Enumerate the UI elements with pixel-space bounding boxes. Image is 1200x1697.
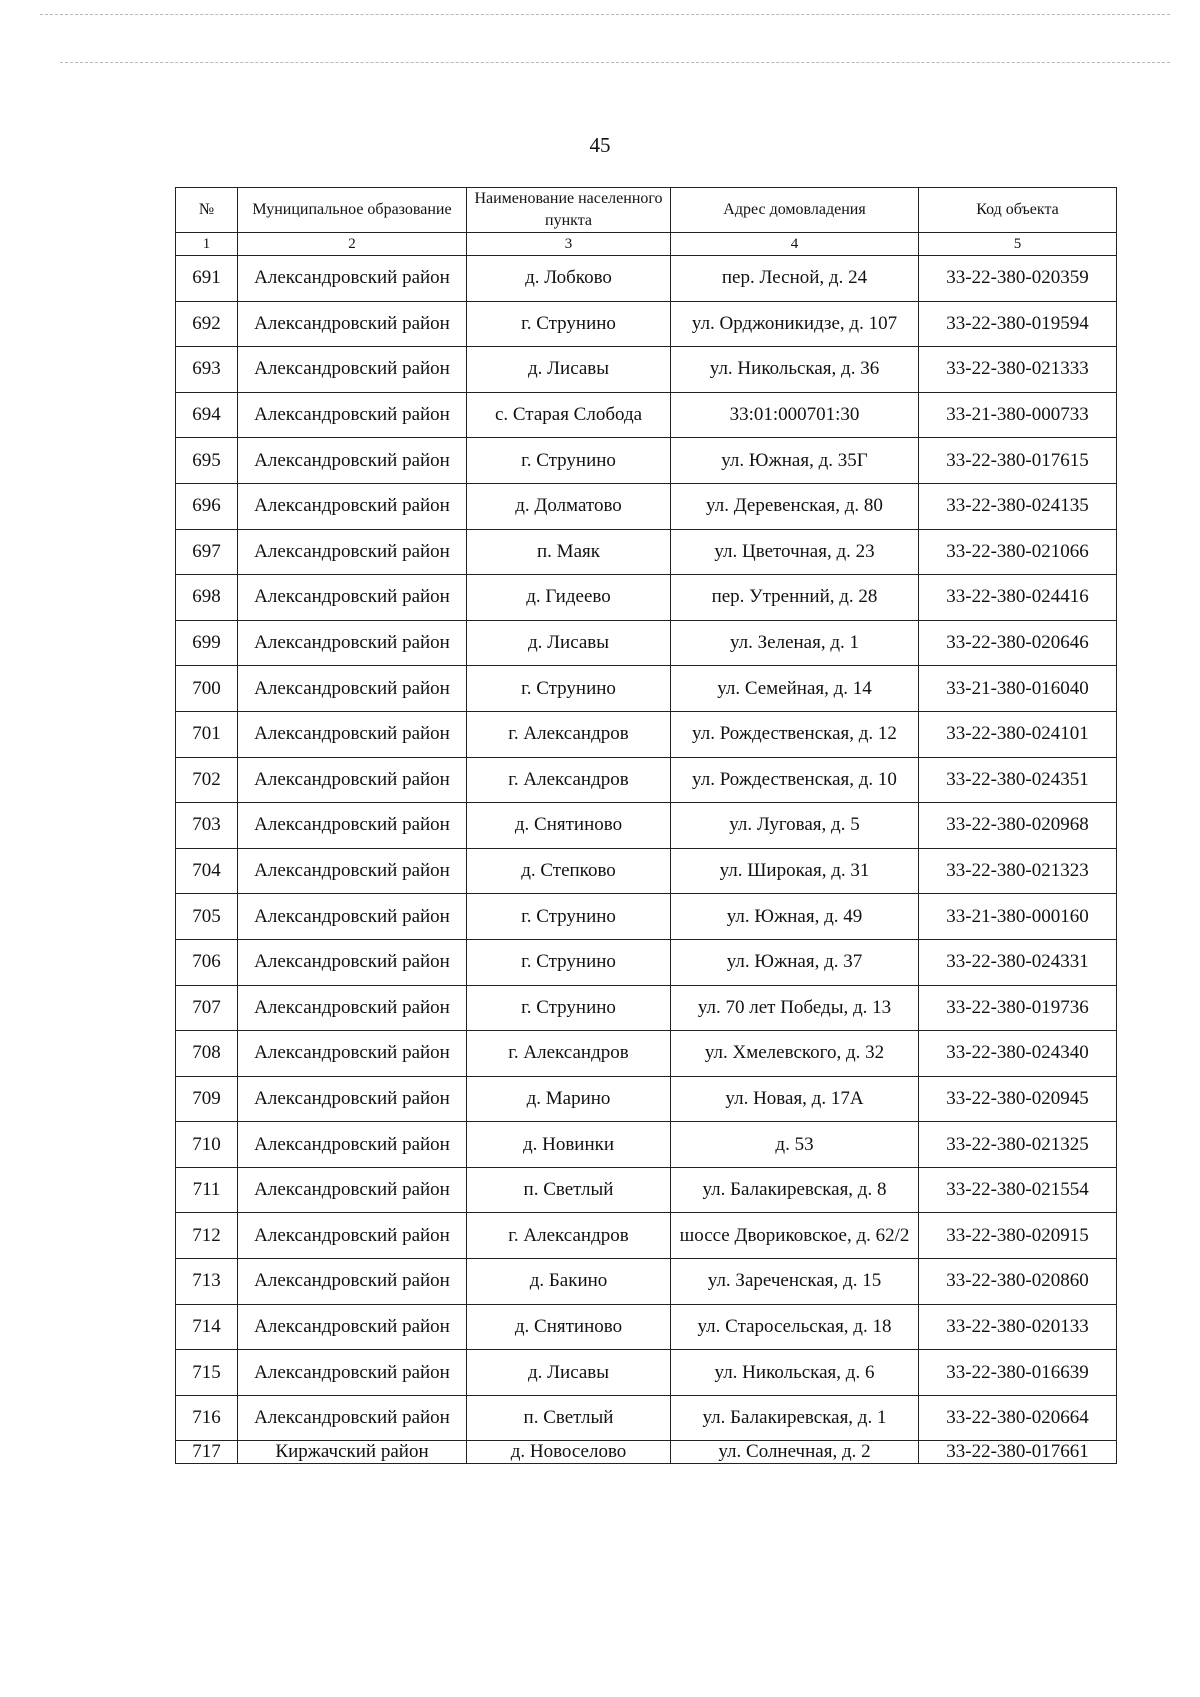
cell-municipality: Александровский район <box>238 438 467 484</box>
cell-address: пер. Лесной, д. 24 <box>671 256 919 302</box>
table-row <box>176 666 1117 712</box>
table-row <box>176 256 1117 302</box>
cell-settlement: п. Светлый <box>467 1395 671 1441</box>
cell-municipality: Киржачский район <box>238 1441 467 1464</box>
cell-object-code: 33-22-380-016639 <box>919 1350 1117 1396</box>
cell-number: 704 <box>176 848 238 894</box>
cell-address: ул. Семейная, д. 14 <box>671 666 919 712</box>
cell-object-code: 33-22-380-019594 <box>919 301 1117 347</box>
column-number: 3 <box>467 233 671 256</box>
cell-settlement: д. Гидеево <box>467 575 671 621</box>
table-row <box>176 301 1117 347</box>
cell-number: 706 <box>176 939 238 985</box>
cell-settlement: д. Снятиново <box>467 1304 671 1350</box>
cell-address: ул. Никольская, д. 36 <box>671 347 919 393</box>
cell-object-code: 33-22-380-021066 <box>919 529 1117 575</box>
cell-object-code: 33-22-380-024340 <box>919 1031 1117 1077</box>
cell-number: 717 <box>176 1441 238 1464</box>
header-municipality: Муниципальное образование <box>238 188 467 233</box>
cell-object-code: 33-22-380-017661 <box>919 1441 1117 1464</box>
cell-number: 692 <box>176 301 238 347</box>
table-row <box>176 1259 1117 1305</box>
cell-municipality: Александровский район <box>238 1395 467 1441</box>
cell-object-code: 33-21-380-016040 <box>919 666 1117 712</box>
cell-municipality: Александровский район <box>238 894 467 940</box>
cell-municipality: Александровский район <box>238 1076 467 1122</box>
cell-settlement: г. Александров <box>467 1213 671 1259</box>
cell-municipality: Александровский район <box>238 1031 467 1077</box>
table-row <box>176 1076 1117 1122</box>
cell-number: 705 <box>176 894 238 940</box>
header-number: № <box>176 188 238 233</box>
cell-number: 698 <box>176 575 238 621</box>
table-row <box>176 803 1117 849</box>
cell-municipality: Александровский район <box>238 803 467 849</box>
cell-object-code: 33-22-380-017615 <box>919 438 1117 484</box>
cell-number: 701 <box>176 711 238 757</box>
cell-address: ул. Южная, д. 49 <box>671 894 919 940</box>
cell-object-code: 33-22-380-021323 <box>919 848 1117 894</box>
cell-number: 712 <box>176 1213 238 1259</box>
cell-settlement: д. Бакино <box>467 1259 671 1305</box>
cell-municipality: Александровский район <box>238 1304 467 1350</box>
cell-number: 702 <box>176 757 238 803</box>
cell-settlement: д. Марино <box>467 1076 671 1122</box>
table-header-row <box>176 188 1117 233</box>
cell-number: 696 <box>176 483 238 529</box>
cell-address: ул. Солнечная, д. 2 <box>671 1441 919 1464</box>
table-row <box>176 392 1117 438</box>
cell-address: ул. Рождественская, д. 10 <box>671 757 919 803</box>
cell-municipality: Александровский район <box>238 483 467 529</box>
cell-object-code: 33-22-380-020133 <box>919 1304 1117 1350</box>
cell-object-code: 33-21-380-000733 <box>919 392 1117 438</box>
cell-number: 710 <box>176 1122 238 1168</box>
page-number: 45 <box>589 133 611 157</box>
cell-number: 697 <box>176 529 238 575</box>
table-row <box>176 347 1117 393</box>
cell-address: ул. 70 лет Победы, д. 13 <box>671 985 919 1031</box>
cell-settlement: д. Новоселово <box>467 1441 671 1464</box>
cell-object-code: 33-22-380-019736 <box>919 985 1117 1031</box>
cell-settlement: д. Лобково <box>467 256 671 302</box>
cell-object-code: 33-22-380-020915 <box>919 1213 1117 1259</box>
cell-municipality: Александровский район <box>238 256 467 302</box>
cell-number: 716 <box>176 1395 238 1441</box>
column-number: 2 <box>238 233 467 256</box>
cell-object-code: 33-22-380-020664 <box>919 1395 1117 1441</box>
table-row <box>176 529 1117 575</box>
table-row <box>176 711 1117 757</box>
cell-number: 715 <box>176 1350 238 1396</box>
cell-address: ул. Балакиревская, д. 8 <box>671 1167 919 1213</box>
cell-number: 714 <box>176 1304 238 1350</box>
column-number: 4 <box>671 233 919 256</box>
cell-object-code: 33-22-380-020646 <box>919 620 1117 666</box>
cell-number: 708 <box>176 1031 238 1077</box>
cell-object-code: 33-22-380-020860 <box>919 1259 1117 1305</box>
cell-object-code: 33-22-380-024331 <box>919 939 1117 985</box>
cell-number: 695 <box>176 438 238 484</box>
table-column-number-row <box>176 233 1117 256</box>
cell-settlement: п. Светлый <box>467 1167 671 1213</box>
cell-address: ул. Орджоникидзе, д. 107 <box>671 301 919 347</box>
cell-number: 711 <box>176 1167 238 1213</box>
cell-municipality: Александровский район <box>238 939 467 985</box>
table-row <box>176 575 1117 621</box>
cell-number: 700 <box>176 666 238 712</box>
cell-address: шоссе Двориковское, д. 62/2 <box>671 1213 919 1259</box>
cell-object-code: 33-22-380-021325 <box>919 1122 1117 1168</box>
table-row <box>176 757 1117 803</box>
cell-address: ул. Никольская, д. 6 <box>671 1350 919 1396</box>
cell-municipality: Александровский район <box>238 392 467 438</box>
cell-address: ул. Южная, д. 35Г <box>671 438 919 484</box>
cell-municipality: Александровский район <box>238 1167 467 1213</box>
table-row <box>176 1213 1117 1259</box>
cell-address: ул. Хмелевского, д. 32 <box>671 1031 919 1077</box>
cell-object-code: 33-21-380-000160 <box>919 894 1117 940</box>
cell-settlement: д. Лисавы <box>467 620 671 666</box>
cell-number: 709 <box>176 1076 238 1122</box>
cell-address: ул. Цветочная, д. 23 <box>671 529 919 575</box>
cell-address: ул. Балакиревская, д. 1 <box>671 1395 919 1441</box>
cell-object-code: 33-22-380-024135 <box>919 483 1117 529</box>
cell-settlement: д. Лисавы <box>467 1350 671 1396</box>
cell-object-code: 33-22-380-021333 <box>919 347 1117 393</box>
cell-settlement: г. Александров <box>467 711 671 757</box>
cell-object-code: 33-22-380-020359 <box>919 256 1117 302</box>
cell-settlement: п. Маяк <box>467 529 671 575</box>
cell-object-code: 33-22-380-024416 <box>919 575 1117 621</box>
cell-object-code: 33-22-380-021554 <box>919 1167 1117 1213</box>
table-row <box>176 985 1117 1031</box>
cell-municipality: Александровский район <box>238 620 467 666</box>
cell-address: ул. Деревенская, д. 80 <box>671 483 919 529</box>
table-row <box>176 438 1117 484</box>
cell-number: 693 <box>176 347 238 393</box>
cell-address: ул. Широкая, д. 31 <box>671 848 919 894</box>
cell-address: ул. Луговая, д. 5 <box>671 803 919 849</box>
header-address: Адрес домовладения <box>671 188 919 233</box>
cell-settlement: г. Струнино <box>467 939 671 985</box>
table-row <box>176 1441 1117 1464</box>
cell-municipality: Александровский район <box>238 529 467 575</box>
header-settlement: Наименование населенного пункта <box>467 188 671 233</box>
cell-number: 713 <box>176 1259 238 1305</box>
table-row <box>176 894 1117 940</box>
cell-settlement: д. Долматово <box>467 483 671 529</box>
cell-municipality: Александровский район <box>238 1350 467 1396</box>
scan-artifact-line <box>40 14 1170 15</box>
column-number: 1 <box>176 233 238 256</box>
cell-address: 33:01:000701:30 <box>671 392 919 438</box>
cell-municipality: Александровский район <box>238 848 467 894</box>
column-number: 5 <box>919 233 1117 256</box>
cell-number: 703 <box>176 803 238 849</box>
table-row <box>176 1031 1117 1077</box>
table-row <box>176 1167 1117 1213</box>
table-row <box>176 1304 1117 1350</box>
cell-settlement: д. Степково <box>467 848 671 894</box>
cell-settlement: г. Струнино <box>467 438 671 484</box>
cell-settlement: г. Струнино <box>467 301 671 347</box>
cell-municipality: Александровский район <box>238 575 467 621</box>
cell-municipality: Александровский район <box>238 985 467 1031</box>
cell-municipality: Александровский район <box>238 757 467 803</box>
cell-settlement: с. Старая Слобода <box>467 392 671 438</box>
cell-municipality: Александровский район <box>238 1213 467 1259</box>
table-body <box>176 256 1117 1464</box>
cell-number: 694 <box>176 392 238 438</box>
table-row <box>176 1350 1117 1396</box>
cell-settlement: д. Лисавы <box>467 347 671 393</box>
cell-address: ул. Новая, д. 17А <box>671 1076 919 1122</box>
table-row <box>176 1122 1117 1168</box>
cell-municipality: Александровский район <box>238 347 467 393</box>
cell-object-code: 33-22-380-020945 <box>919 1076 1117 1122</box>
table-row <box>176 483 1117 529</box>
cell-address: ул. Старосельская, д. 18 <box>671 1304 919 1350</box>
cell-number: 699 <box>176 620 238 666</box>
cell-number: 691 <box>176 256 238 302</box>
cell-settlement: д. Снятиново <box>467 803 671 849</box>
cell-municipality: Александровский район <box>238 301 467 347</box>
table-row <box>176 620 1117 666</box>
cell-settlement: г. Струнино <box>467 894 671 940</box>
cell-settlement: г. Александров <box>467 757 671 803</box>
cell-settlement: д. Новинки <box>467 1122 671 1168</box>
cell-municipality: Александровский район <box>238 666 467 712</box>
cell-settlement: г. Струнино <box>467 985 671 1031</box>
cell-object-code: 33-22-380-024351 <box>919 757 1117 803</box>
cell-address: пер. Утренний, д. 28 <box>671 575 919 621</box>
cell-municipality: Александровский район <box>238 1122 467 1168</box>
cell-address: ул. Южная, д. 37 <box>671 939 919 985</box>
cell-address: д. 53 <box>671 1122 919 1168</box>
cell-number: 707 <box>176 985 238 1031</box>
cell-object-code: 33-22-380-020968 <box>919 803 1117 849</box>
table-row <box>176 848 1117 894</box>
cell-address: ул. Зареченская, д. 15 <box>671 1259 919 1305</box>
scan-artifact-line <box>60 62 1170 63</box>
registry-table <box>175 187 1117 1464</box>
cell-object-code: 33-22-380-024101 <box>919 711 1117 757</box>
cell-settlement: г. Струнино <box>467 666 671 712</box>
table-row <box>176 939 1117 985</box>
header-object-code: Код объекта <box>919 188 1117 233</box>
cell-settlement: г. Александров <box>467 1031 671 1077</box>
cell-municipality: Александровский район <box>238 1259 467 1305</box>
cell-address: ул. Рождественская, д. 12 <box>671 711 919 757</box>
cell-municipality: Александровский район <box>238 711 467 757</box>
table-row <box>176 1395 1117 1441</box>
cell-address: ул. Зеленая, д. 1 <box>671 620 919 666</box>
